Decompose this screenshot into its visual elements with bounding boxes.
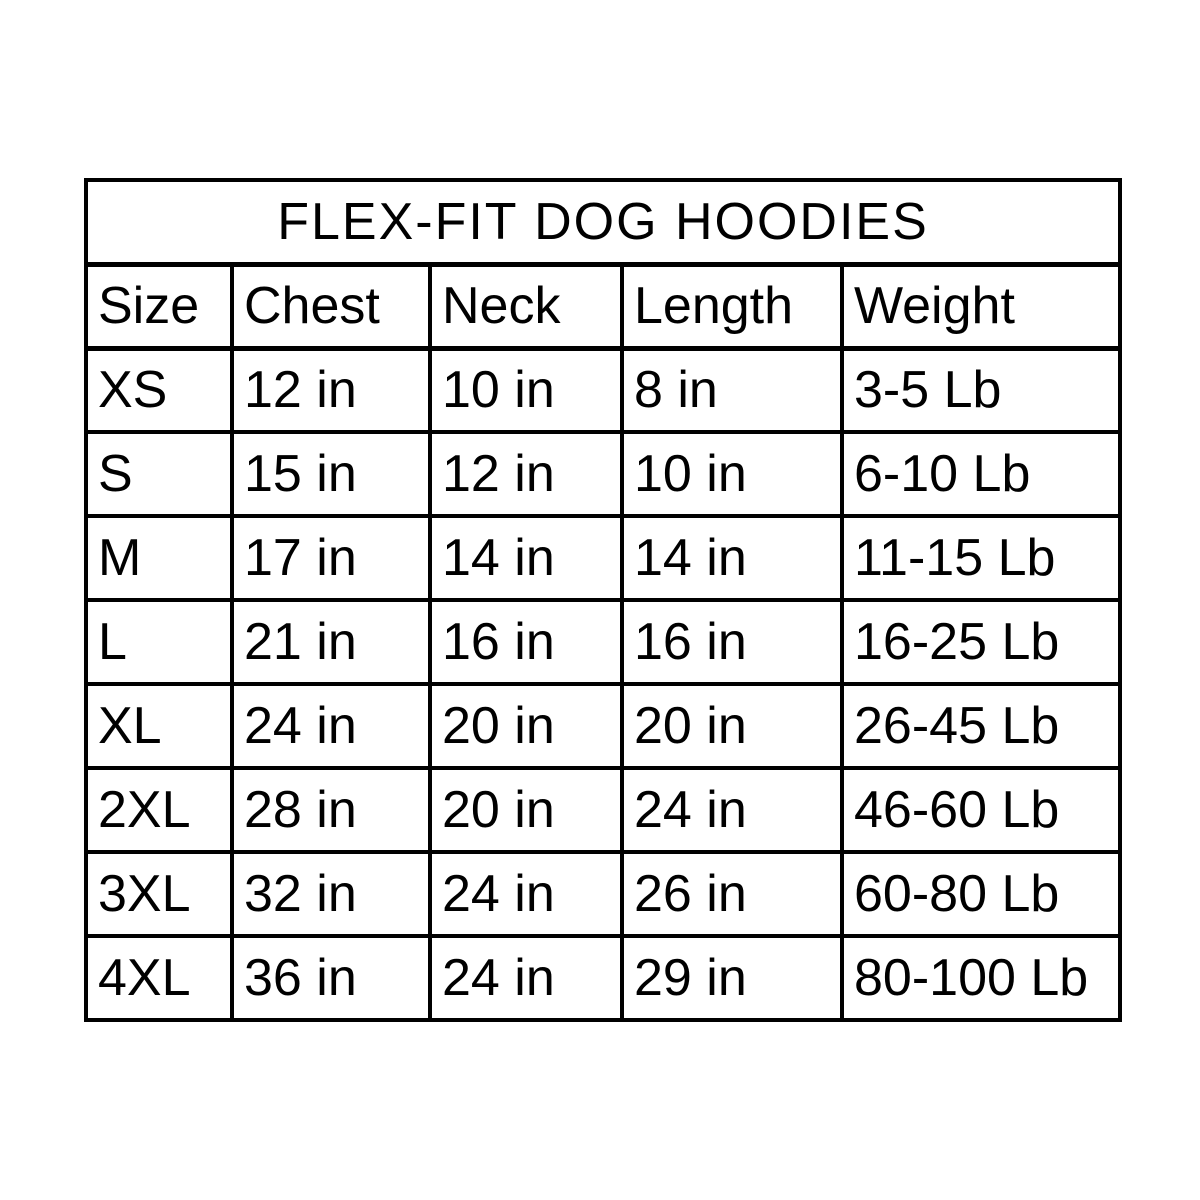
column-header-weight: Weight bbox=[842, 264, 1120, 348]
table-row-l bbox=[86, 600, 1120, 684]
cell-size: XL bbox=[86, 684, 232, 768]
table-row-xl bbox=[86, 684, 1120, 768]
cell-length: 29 in bbox=[622, 936, 842, 1020]
cell-chest: 24 in bbox=[232, 684, 430, 768]
cell-neck: 16 in bbox=[430, 600, 622, 684]
cell-length: 26 in bbox=[622, 852, 842, 936]
column-header-length: Length bbox=[622, 264, 842, 348]
table-row-s bbox=[86, 432, 1120, 516]
cell-size: L bbox=[86, 600, 232, 684]
cell-neck: 24 in bbox=[430, 936, 622, 1020]
cell-size: 2XL bbox=[86, 768, 232, 852]
cell-length: 20 in bbox=[622, 684, 842, 768]
cell-size: XS bbox=[86, 348, 232, 432]
cell-weight: 46-60 Lb bbox=[842, 768, 1120, 852]
cell-weight: 26-45 Lb bbox=[842, 684, 1120, 768]
cell-weight: 80-100 Lb bbox=[842, 936, 1120, 1020]
cell-neck: 24 in bbox=[430, 852, 622, 936]
cell-chest: 17 in bbox=[232, 516, 430, 600]
cell-weight: 16-25 Lb bbox=[842, 600, 1120, 684]
cell-weight: 3-5 Lb bbox=[842, 348, 1120, 432]
cell-size: M bbox=[86, 516, 232, 600]
cell-length: 14 in bbox=[622, 516, 842, 600]
table-row-4xl bbox=[86, 936, 1120, 1020]
cell-weight: 11-15 Lb bbox=[842, 516, 1120, 600]
cell-size: 3XL bbox=[86, 852, 232, 936]
cell-length: 24 in bbox=[622, 768, 842, 852]
cell-size: 4XL bbox=[86, 936, 232, 1020]
cell-chest: 28 in bbox=[232, 768, 430, 852]
cell-neck: 20 in bbox=[430, 768, 622, 852]
cell-chest: 32 in bbox=[232, 852, 430, 936]
cell-neck: 20 in bbox=[430, 684, 622, 768]
cell-chest: 15 in bbox=[232, 432, 430, 516]
cell-chest: 12 in bbox=[232, 348, 430, 432]
cell-neck: 10 in bbox=[430, 348, 622, 432]
cell-chest: 21 in bbox=[232, 600, 430, 684]
table-row-3xl bbox=[86, 852, 1120, 936]
cell-length: 8 in bbox=[622, 348, 842, 432]
cell-size: S bbox=[86, 432, 232, 516]
cell-chest: 36 in bbox=[232, 936, 430, 1020]
cell-weight: 6-10 Lb bbox=[842, 432, 1120, 516]
table-row-xs bbox=[86, 348, 1120, 432]
cell-length: 10 in bbox=[622, 432, 842, 516]
table-row-2xl bbox=[86, 768, 1120, 852]
table-title-row bbox=[86, 180, 1120, 264]
column-header-size: Size bbox=[86, 264, 232, 348]
cell-length: 16 in bbox=[622, 600, 842, 684]
table-title: FLEX-FIT DOG HOODIES bbox=[86, 180, 1120, 264]
cell-neck: 14 in bbox=[430, 516, 622, 600]
cell-weight: 60-80 Lb bbox=[842, 852, 1120, 936]
table-header-row bbox=[86, 264, 1120, 348]
column-header-chest: Chest bbox=[232, 264, 430, 348]
size-table bbox=[84, 178, 1122, 1022]
table-row-m bbox=[86, 516, 1120, 600]
column-header-neck: Neck bbox=[430, 264, 622, 348]
cell-neck: 12 in bbox=[430, 432, 622, 516]
